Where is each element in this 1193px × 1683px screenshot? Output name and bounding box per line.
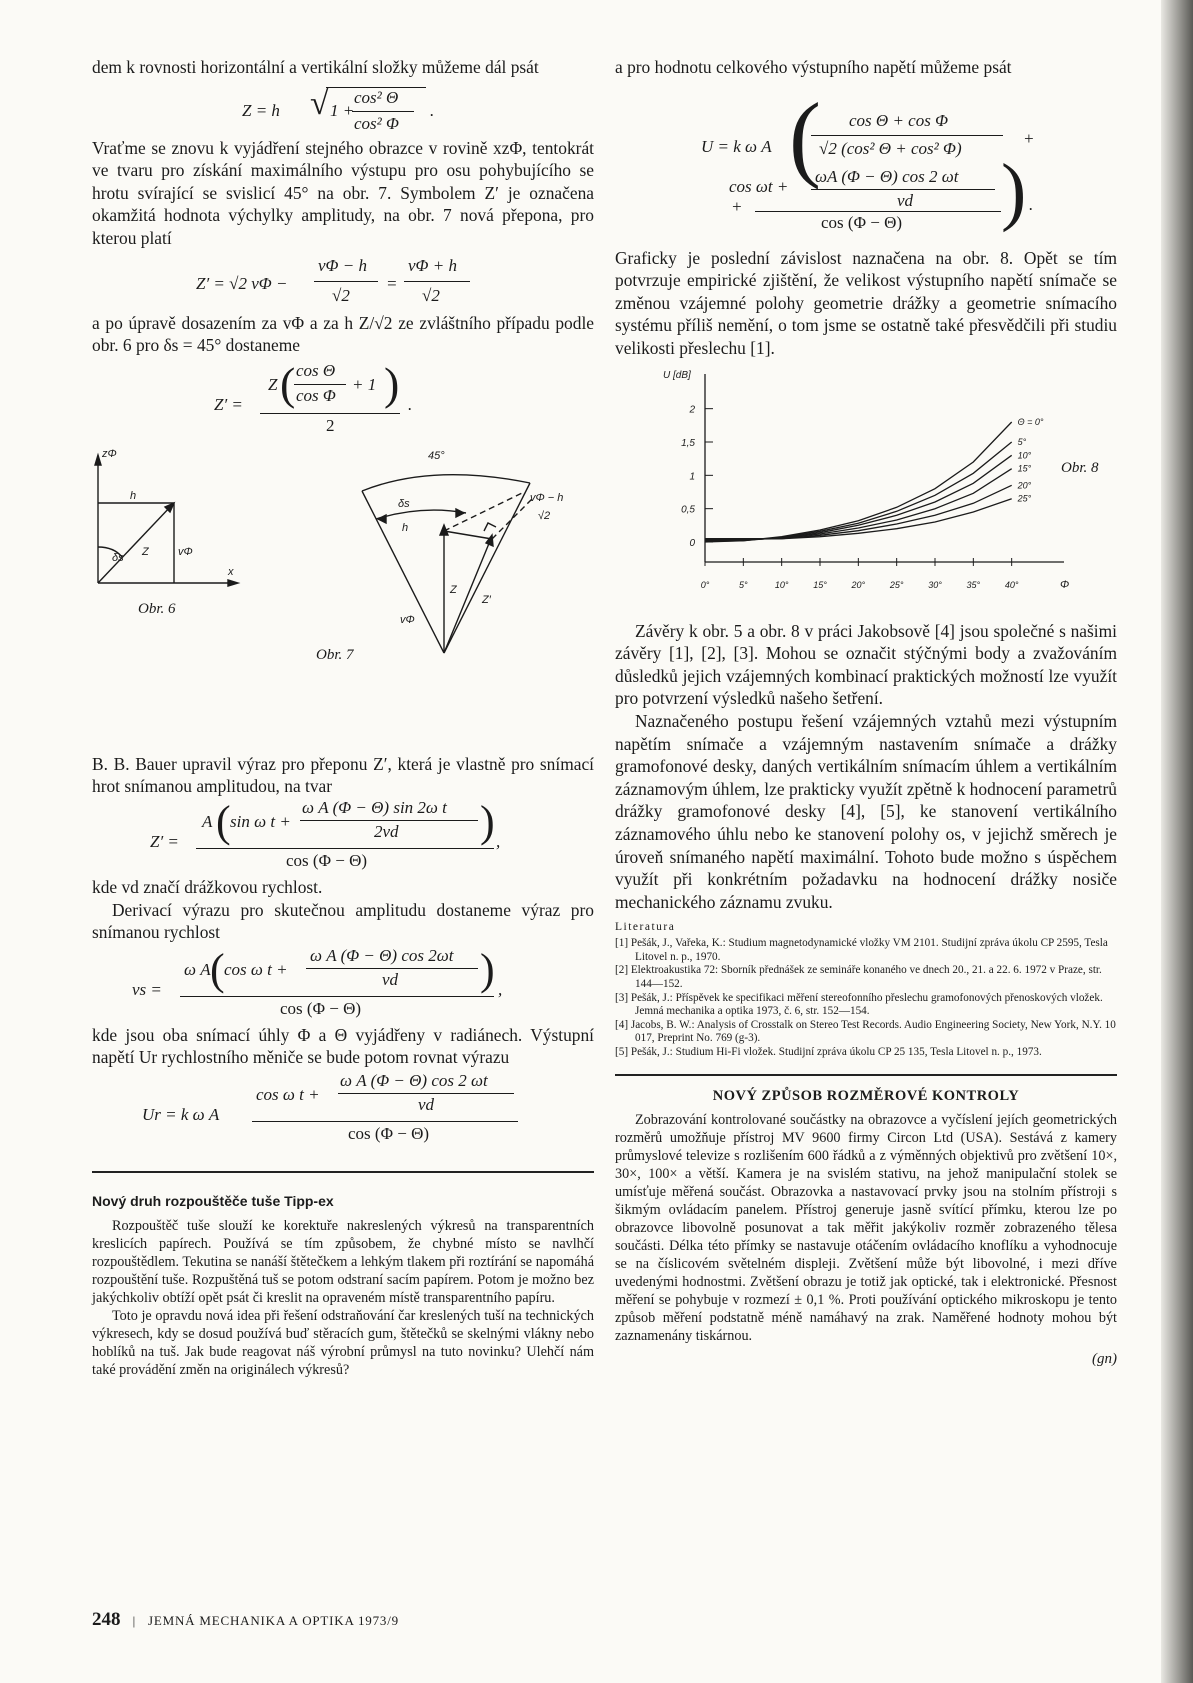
news-paragraph: Toto je opravdu nová idea při řešení odstraňování čar kreslených tuší na technických výkresech, kdy se dosud používá buď stěracích gum, štětečků se skelnými vlákny nebo hoblíků na tuš. Jak bude reagovat náš výrobní průmysl na tuto novinku? Ulehčí nám také provádění změn na originálech výkresů? [92,1307,594,1378]
paren-right: ) [1001,148,1027,233]
fig7-caption: Obr. 7 [316,646,354,663]
x-tick-label: 5° [739,579,748,590]
figures-6-7 [92,443,594,753]
eq-end: . [408,394,413,414]
page-edge-shadow [1161,0,1193,1683]
eq-lhs: U = k ω A [701,136,772,156]
paragraph: kde jsou oba snímací úhly Φ a Θ vyjádřeny v radiánech. Výstupní napětí Ur rychlostního měniče se bude potom rovnat výrazu [92,1024,594,1068]
x-tick-label: 35° [966,579,981,590]
eq-den: 2 [326,415,335,435]
paragraph: B. B. Bauer upravil výraz pro přeponu Z′, která je vlastně pro snímací hrot snímanou amplitudou, na tvar [92,753,594,797]
x-axis-label: Φ [1060,578,1070,591]
right-column [615,56,1117,1368]
fig7-label-v: vΦ [400,613,415,626]
fig8-chart [655,362,1075,612]
fig7-label-h: h [402,521,409,534]
eq-end: . [430,100,435,120]
eq-lhs: vs = [132,979,162,999]
eq-num: cos² Θ [354,87,399,107]
fraction-bar [180,996,494,997]
series-label: 20° [1017,479,1032,490]
eq-end: . [1029,194,1034,214]
eq-num: ω A (Φ − Θ) cos 2 ωt [340,1070,488,1090]
x-tick-label: 10° [774,579,789,590]
eq-cos1: cos Θ [296,360,336,380]
fraction-bar [260,413,400,414]
paragraph: Závěry k obr. 5 a obr. 8 v práci Jakobsově [4] jsou společné s našimi závěry [1], [2], [3]. Mohou se označit stýčnými body a zvažováním důsledků jejich vzájemných kombinací praktických možností lze využít pro potvrzení výsledků našeho šetření. [615,620,1117,709]
eq-den: cos (Φ − Θ) [280,998,362,1018]
y-tick-label: 1,5 [681,437,695,449]
equation-z [92,79,594,137]
eq-a: A [202,811,213,831]
eq-end: , [496,831,501,851]
fraction-bar [196,848,494,849]
eq-plus: + 1 [352,374,377,394]
series-label: 10° [1017,449,1032,460]
eq-cos2: cos Φ [296,385,336,405]
fraction-bar [300,820,478,821]
x-tick-label: 30° [928,579,942,590]
eq-plus2: + [731,196,743,216]
news-title: Nový druh rozpouštěče tuše Tipp-ex [92,1192,334,1209]
equation-bauer [92,798,594,876]
eq-den2: √2 [422,285,440,305]
series-label: 15° [1017,463,1032,474]
paren-right: ) [480,944,495,994]
x-tick-label: 40° [1004,579,1019,590]
paren-left: ( [216,796,231,846]
paragraph: Graficky je poslední závislost naznačena na obr. 8. Opět se tím potvrzuje empirické zjištění, že velikost výstupního napětí snímače se změnou vzájemné polohy geometrie drážky a geometrie snímacího systému příliš nemění, o tom jsme se ostatně také přesvědčili při studiu velikosti přeslechu [1]. [615,247,1117,358]
eq-den: cos (Φ − Θ) [286,850,368,870]
paragraph: a po úpravě dosazením za vΦ a za h Z/√2 ze zvláštního případu podle obr. 6 pro δs = 45° dostaneme [92,312,594,356]
fig6-label-ds: δs [112,551,124,564]
eq-one: 1 + [330,100,355,120]
eq-end: , [498,979,503,999]
reference-item: [2] Elektroakustika 72: Sborník přednášek ze semináře konaného ve dnech 20., 21. a 22. 6. 1972 v Praze, str. 144—152. [615,964,1102,991]
fraction-bar [352,111,414,112]
eq-den1: √2 (cos² Θ + cos² Φ) [819,138,962,158]
paragraph: Naznačeného postupu řešení vzájemných vztahů mezi výstupním napětím snímače a vzájemným nastavením snímače a drážky gramofonové desky, daných vertikálním snímacím úhlem a vertikálním záznamovým úhlem, lze prakticky využít zpětně k hodnocení parametrů drážky gramofonové desky [4], [5], ke stanovení vertikálního záznamového úhlu nebo ke stanovení polohy os, v jejichž směrech je úroveň snímaného napětí maximální. Tohoto bude možno s úspěchem využít při konkrétním požadavku na hodnocení drážky nosiče mechanického záznamu zvuku. [615,710,1117,912]
fig6-label-z: zΦ [102,447,117,460]
fig8-caption: Obr. 8 [1061,459,1099,476]
eq-lhs: Z′ = [214,394,243,414]
eq-cos: cos ω t + [224,959,288,979]
literature-title: Literatura [615,921,676,934]
sqrt-sign: √ [310,84,329,122]
eq-a: ω A [184,959,211,979]
eq-den-in: vd [382,969,399,989]
fig7-label-frac-top: vΦ − h [530,491,564,504]
series-label: Θ = 0° [1017,416,1044,427]
series-line [705,422,1012,542]
equation-u [615,79,1117,247]
news-paragraph: Zobrazování kontrolované součástky na obrazovce a vyčíslení jejích geometrických rozměrů umožňuje přístroj MV 9600 firmy Circon Ltd (USA). Sestává z kamery průmyslové televize s rozlišením 600 řádků a z výměnných objektivů pro zvětšení 10×, 30×, 100× a větší. Kamera je na svislém stativu, na jehož manipulační stolek se umísťuje měřená součást. Obrazovka a nastavovací prvky jsou na stolním přístroji s šikmým ovládacím panelem. Přístroj generuje jasně svítící přímku, kterou lze po obrazovce libovolně posunovat a tak měřit jakýkoliv rozměr zobrazeného tělesa součásti. Délka této přímky se nastavuje otáčením ovládacího knoflíku a vyhodnocuje se na číslicovém světelném displeji. Zvětšení může být libovolné, i mezi dříve uvedenými hodnostmi. Zvětšení obrazu je totiž jak optické, tak i elektronické. Přesnost měření se pohybuje v rozmezí ± 0,1 %. Proti používání optického mikroskopu je tento způsob měření podstatně méně namáhavý na zrak. Naměřené hodnoty mohou být zaznamenány tiskárnou. [615,1111,1117,1344]
eq-den-in: 2vd [374,821,399,841]
eq-lhs: Z = h [242,100,280,120]
fig7-label-Zp: Z′ [482,593,491,606]
eq-sin: sin ω t + [230,811,291,831]
series-label: 25° [1017,493,1032,504]
eq-lhs: Z′ = √2 vΦ − [196,273,288,293]
page-footer: 248 | JEMNÁ MECHANIKA A OPTIKA 1973/9 [92,1609,399,1630]
x-tick-label: 20° [851,579,866,590]
news-paragraph: Rozpouštěč tuše slouží ke korektuře nakreslených výkresů na transparentních kreslicích papírech. Používá se tím způsobem, že chybné místo se navlhčí rozpouštědlem. Tekutina se nanáší štětečkem a lehkým tlakem při roztírání se napomáhá rozpouštění tuše. Rozpuštěná tuš se potom odstraní sacím papírem. Potom je možno bez jakýchkoliv obtíží opět psát či kreslit na opraveném místě transparentního papíru. [92,1217,594,1306]
eq-num1: cos Θ + cos Φ [849,110,949,130]
fraction-bar [338,1093,514,1094]
series-line [705,485,1012,539]
fig6-label-Z: Z [142,545,149,558]
paragraph: dem k rovnosti horizontální a vertikální složky můžeme dál psát [92,57,539,77]
reference-item: [5] Pešák, J.: Studium Hi-Fi vložek. Studijní zpráva úkolu CP 25 135, Tesla Litovel n. p., 1973. [615,1046,1042,1059]
eq-num: ω A (Φ − Θ) cos 2ωt [310,945,454,965]
fig6-label-v: vΦ [178,545,193,558]
fig6-fig7-drawing [92,443,594,753]
y-tick-label: 0 [689,537,695,549]
equation-zprime-2 [92,357,594,443]
paragraph: kde vd značí drážkovou rychlost. [92,876,323,897]
fraction-bar [314,281,378,282]
journal-name: JEMNÁ MECHANIKA A OPTIKA 1973/9 [148,1613,399,1628]
reference-item: [3] Pešák, J.: Příspěvek ke specifikaci měření stereofonního přeslechu gramofonových přenoskových vložek. Jemná mechanika a optika 1973, č. 6, str. 152—154. [615,991,1103,1018]
author-signature: (gn) [1092,1350,1117,1367]
fig7-label-ds: δs [398,497,410,510]
y-tick-label: 2 [689,404,695,416]
eq-lhs: Ur = k ω A [142,1104,220,1124]
eq-num2: vΦ + h [408,255,457,275]
eq-den1: √2 [332,285,350,305]
equation-zprime [92,250,594,312]
reference-item: [1] Pešák, J., Vařeka, K.: Studium magnetodynamické vložky VM 2101. Studijní zpráva úkolu CP 2595, Tesla Litovel n. p., 1970. [615,937,1108,963]
paren-left: ( [789,82,821,190]
eq-den2: cos (Φ − Θ) [821,212,903,232]
paragraph: a pro hodnotu celkového výstupního napětí můžeme psát [615,57,1012,77]
reference-item: [4] Jacobs, B. W.: Analysis of Crosstalk on Stereo Test Records. Audio Engineering Society, New York, N.Y. 10 017, Preprint No. 769 (g-3). [615,1018,1116,1045]
section-divider [92,1171,594,1173]
left-column [92,56,594,1379]
page-number: 248 [92,1609,121,1630]
x-tick-label: 0° [700,579,710,590]
fig6-label-x: x [228,565,234,578]
eq-num1: vΦ − h [318,255,367,275]
series-line [705,468,1012,539]
paren-left: ( [210,944,225,994]
paren-right: ) [384,357,400,409]
fraction-bar [404,281,470,282]
fraction-bar [755,211,1001,212]
equation-ur [92,1069,594,1149]
y-axis-label: U [dB] [663,369,691,381]
fig7-label-frac-bot: √2 [538,509,551,522]
fraction-bar [252,1121,518,1122]
eq-sign: = [386,273,398,293]
y-tick-label: 0,5 [681,504,695,516]
eq-den-in: vd [897,190,914,210]
series-line [705,442,1012,541]
eq-den: cos (Φ − Θ) [348,1123,430,1143]
eq-den-in: vd [418,1094,435,1114]
fig7-label-angle: 45° [428,449,445,462]
paragraph: Vraťme se znovu k vyjádření stejného obrazce v rovině xzΦ, tentokrát ve tvaru pro získání maximálního výstupu pro osu pohybujícího se hrotu svírající se svislicí 45° na obr. 7. Symbolem Z′ je označena okamžitá hodnota výchylky amplitudy, na obr. 7 nová přepona, pro kterou platí [92,137,594,248]
fraction-bar [294,384,346,385]
y-tick-label: 1 [689,470,695,482]
eq-z: Z [268,374,278,394]
fraction-bar [811,135,1003,136]
eq-plus: + [1023,128,1035,148]
fig8-block [615,360,1117,612]
series-label: 5° [1017,436,1027,447]
eq-den: cos² Φ [354,113,399,133]
fig7-label-Z: Z [450,583,457,596]
x-tick-label: 25° [889,579,904,590]
equation-vs [92,944,594,1024]
paragraph: Derivací výrazu pro skutečnou amplitudu dostaneme výraz pro snímanou rychlost [92,899,594,943]
eq-cos: cos ωt + [729,176,789,196]
paren-left: ( [280,357,296,409]
x-tick-label: 15° [813,579,827,590]
eq-num2: ωA (Φ − Θ) cos 2 ωt [815,166,959,186]
series-line [705,498,1012,538]
eq-cos: cos ω t + [256,1084,320,1104]
fraction-bar [306,968,478,969]
eq-lhs: Z′ = [150,831,179,851]
news-title: NOVÝ ZPŮSOB ROZMĚROVÉ KONTROLY [712,1087,1020,1104]
fraction-bar [811,189,995,190]
section-divider [615,1074,1117,1076]
eq-num: ω A (Φ − Θ) sin 2ω t [302,797,447,817]
paren-right: ) [480,796,495,846]
fig6-caption: Obr. 6 [138,600,176,617]
fig6-label-h: h [130,489,137,502]
